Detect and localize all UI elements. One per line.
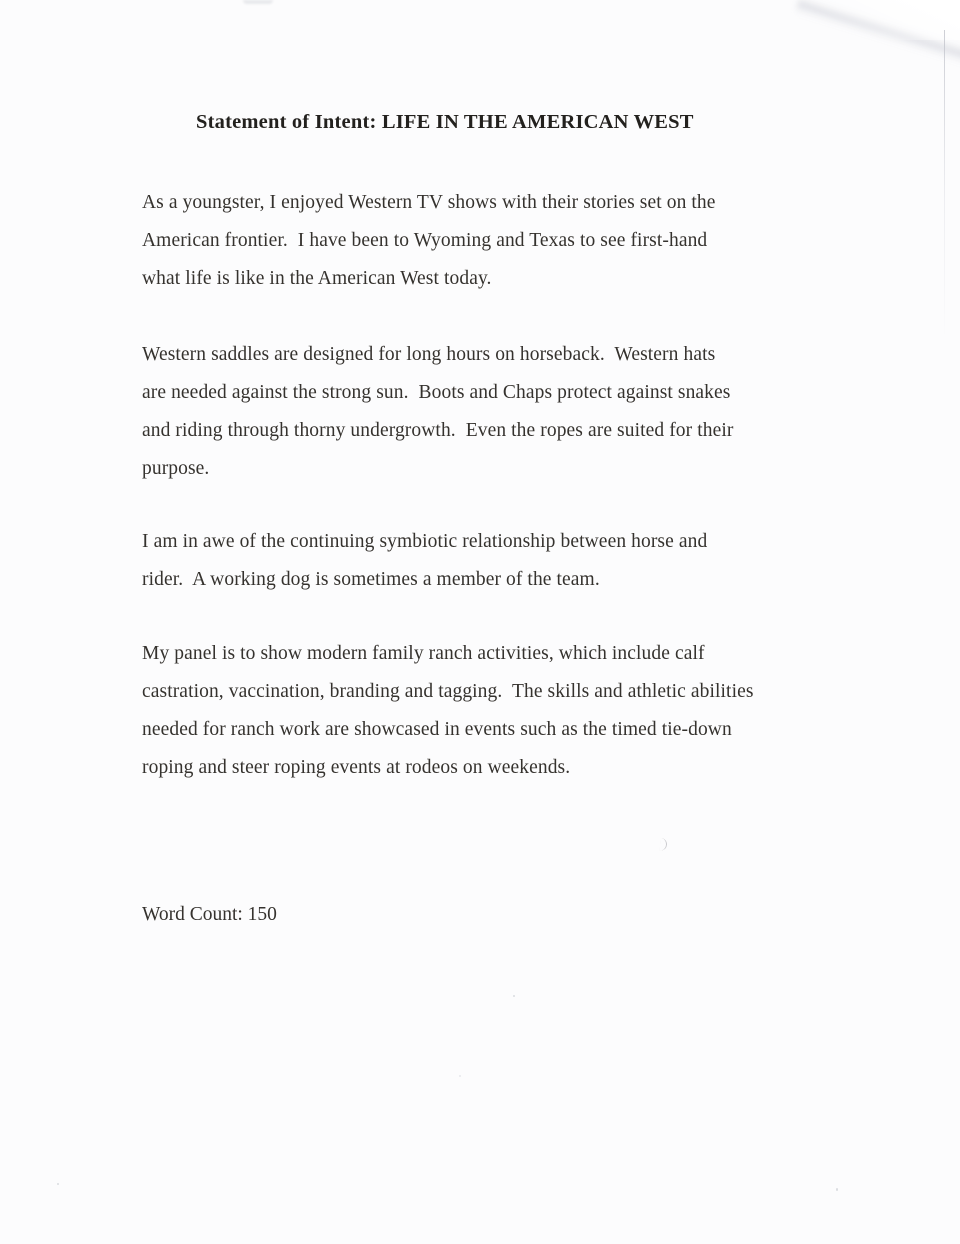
- scan-corner-highlight: [810, 0, 960, 40]
- text-line: roping and steer roping events at rodeos on weekends.: [142, 757, 571, 778]
- text-line: American frontier. I have been to Wyoming and Texas to see first-hand: [142, 230, 708, 251]
- text-line: rider. A working dog is sometimes a member of the team.: [142, 569, 600, 590]
- word-count: Word Count: 150: [142, 904, 277, 925]
- text-line: castration, vaccination, branding and tagging. The skills and athletic abilities: [142, 681, 754, 702]
- paragraph-2: [142, 336, 842, 488]
- scan-speck: [459, 1075, 461, 1077]
- scan-speck: [57, 1183, 59, 1185]
- text-line: My panel is to show modern family ranch activities, which include calf: [142, 643, 705, 664]
- paragraph-4: [142, 635, 842, 787]
- text-line: I am in awe of the continuing symbiotic relationship between horse and: [142, 531, 708, 552]
- text-line: and riding through thorny undergrowth. Even the ropes are suited for their: [142, 420, 734, 441]
- paragraph-3: [142, 523, 842, 599]
- scan-speck: [660, 838, 668, 851]
- paragraph-1: [142, 184, 842, 298]
- scan-speck: [513, 995, 515, 997]
- scan-speck: [836, 1188, 838, 1191]
- scan-edge-line: [944, 30, 945, 340]
- text-line: purpose.: [142, 458, 210, 479]
- text-line: what life is like in the American West today.: [142, 268, 492, 289]
- text-line: Western saddles are designed for long hours on horseback. Western hats: [142, 344, 716, 365]
- scan-smudge: [243, 0, 273, 4]
- text-line: needed for ranch work are showcased in events such as the timed tie-down: [142, 719, 732, 740]
- document-title: Statement of Intent: LIFE IN THE AMERICAN WEST: [196, 111, 694, 133]
- text-line: are needed against the strong sun. Boots and Chaps protect against snakes: [142, 382, 731, 403]
- text-line: As a youngster, I enjoyed Western TV shows with their stories set on the: [142, 192, 716, 213]
